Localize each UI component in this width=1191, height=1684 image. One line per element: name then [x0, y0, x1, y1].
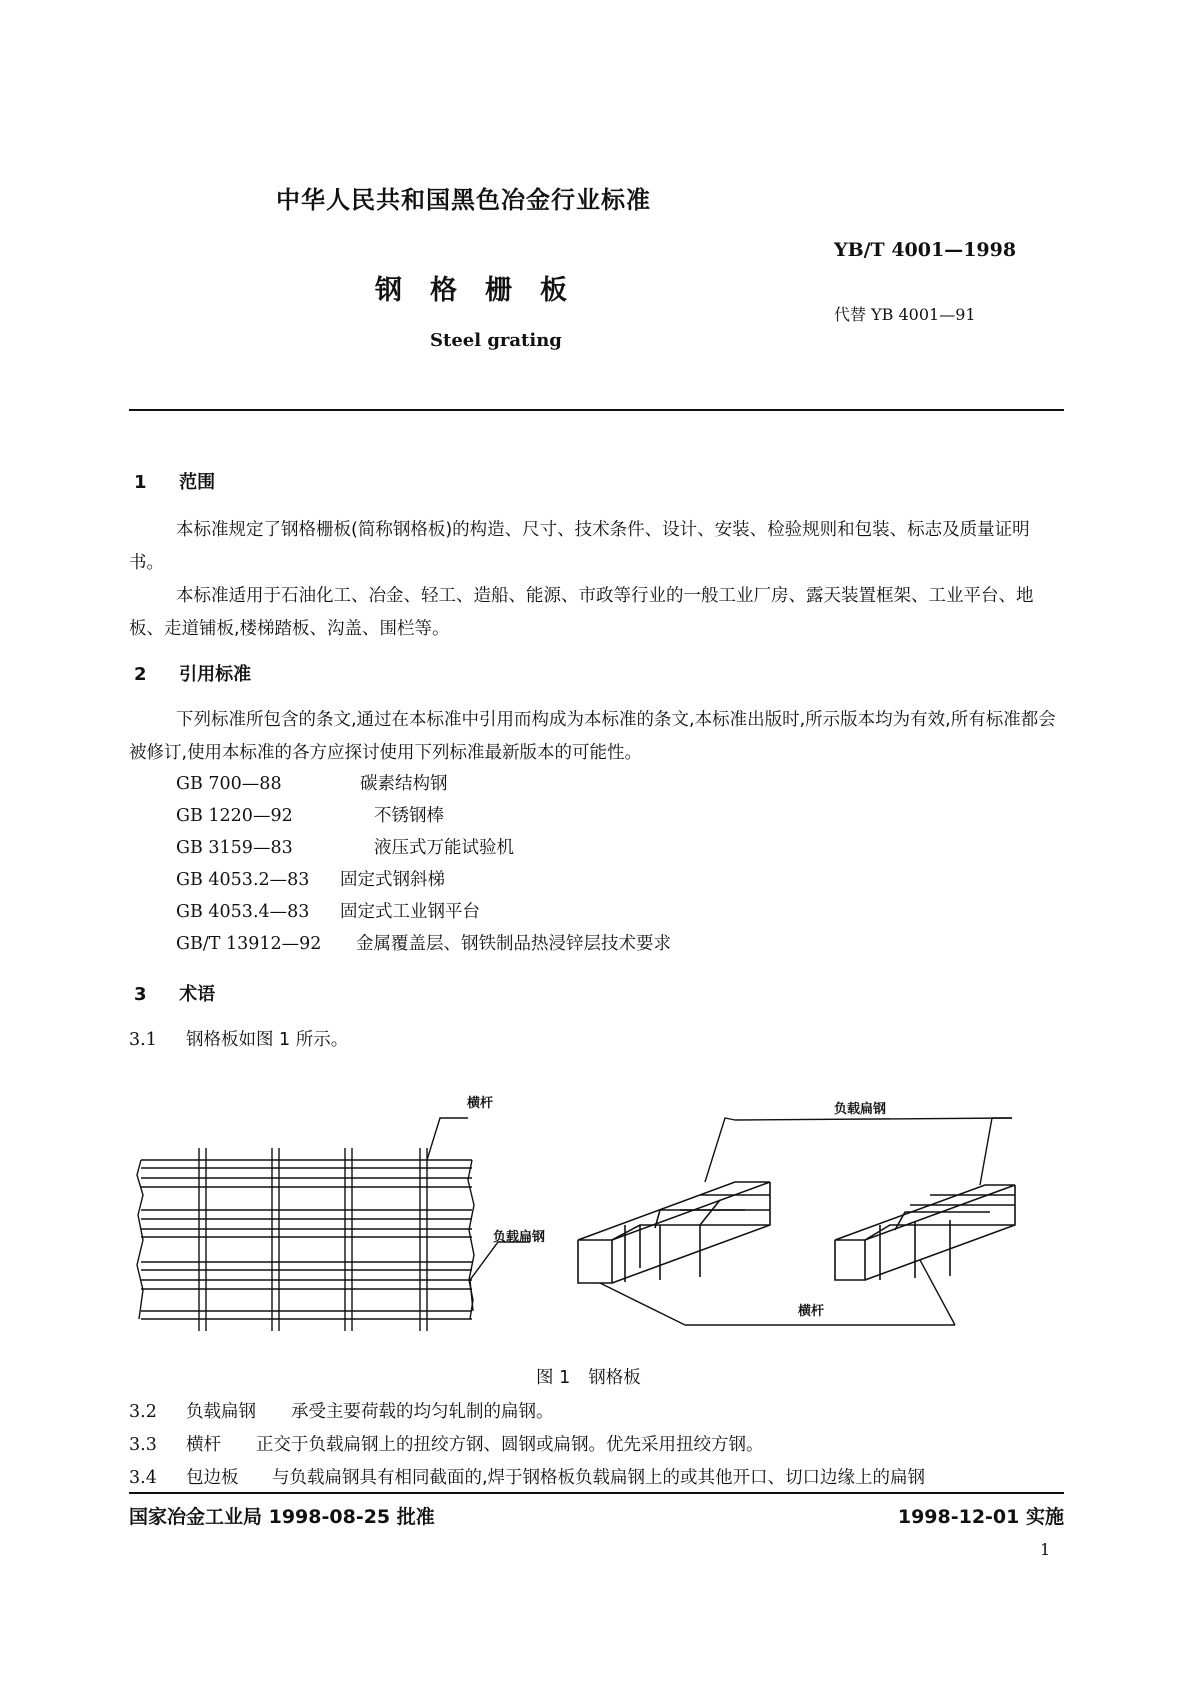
replaces-standard: 代替 YB 4001—91	[834, 305, 976, 324]
reference-name: 固定式钢斜梯	[340, 870, 445, 890]
term-3-1-text: 钢格板如图 1 所示。	[186, 1030, 349, 1050]
leader-bearing-right-b	[980, 1118, 1012, 1185]
reference-name: 金属覆盖层、钢铁制品热浸锌层技术要求	[356, 934, 671, 954]
reference-name: 不锈钢棒	[374, 806, 444, 826]
page-number: 1	[1040, 1540, 1051, 1559]
figure-label-bearing-left: 负载扁钢	[493, 1230, 546, 1245]
leader-crossbar-right-a	[600, 1283, 685, 1325]
reference-code: GB 3159—83	[176, 838, 293, 858]
effective-date: 1998-12-01 实施	[897, 1506, 1064, 1528]
figure-1-caption	[536, 1364, 641, 1389]
figure-label-crossbar-right: 横杆	[798, 1304, 825, 1319]
term-3-4-text: 与负载扁钢具有相同截面的,焊于钢格板负载扁钢上的或其他开口、切口边缘上的扁钢	[272, 1468, 926, 1488]
leader-bearing-right-top	[735, 1118, 1012, 1120]
issuing-body-title: 中华人民共和国黑色冶金行业标准	[276, 186, 651, 214]
leader-crossbar-left	[427, 1118, 468, 1160]
term-3-3	[129, 1431, 764, 1456]
term-3-1-number: 3.1	[129, 1030, 157, 1050]
term-3-2	[129, 1398, 554, 1423]
reference-name: 液压式万能试验机	[374, 838, 514, 858]
section-2-p1-text: 下列标准所包含的条文,通过在本标准中引用而构成为本标准的条文,本标准出版时,所示版本均为有效,所有标准都会被修订,使用本标准的各方应探讨使用下列标准最新版本的可能性。	[129, 710, 1056, 763]
footer-rule	[129, 1492, 1064, 1494]
term-3-4-term: 包边板	[186, 1468, 239, 1488]
plan-view-bearing-bars	[137, 1160, 474, 1319]
leader-bearing-right-a	[705, 1118, 735, 1182]
reference-code: GB 4053.4—83	[176, 902, 310, 922]
figure-caption-number: 图 1	[536, 1368, 571, 1388]
figure-label-crossbar-left: 横杆	[467, 1096, 494, 1111]
reference-code: GB 1220—92	[176, 806, 293, 826]
figure-caption-text: 钢格板	[588, 1368, 641, 1388]
section-3-number: 3	[134, 984, 147, 1005]
reference-code: GB 700—88	[176, 774, 282, 794]
reference-name: 碳素结构钢	[360, 774, 448, 794]
standard-number: YB/T 4001—1998	[834, 239, 1017, 261]
section-1-p1-text: 本标准规定了钢格栅板(简称钢格板)的构造、尺寸、技术条件、设计、安装、检验规则和包装、标志及质量证明书。	[129, 520, 1030, 573]
term-3-4	[129, 1464, 925, 1489]
approval-line: 国家冶金工业局 1998-08-25 批准	[129, 1506, 435, 1528]
english-title: Steel grating	[430, 330, 562, 351]
reference-name: 固定式工业钢平台	[340, 902, 480, 922]
iso-view-i-bar-grating	[835, 1185, 1015, 1280]
document-title: 钢格栅板	[375, 275, 595, 306]
term-3-3-number: 3.3	[129, 1435, 157, 1455]
section-1-p2-text: 本标准适用于石油化工、冶金、轻工、造船、能源、市政等行业的一般工业厂房、露天装置框架、工业平台、地板、走道铺板,楼梯踏板、沟盖、围栏等。	[129, 586, 1034, 639]
term-3-2-number: 3.2	[129, 1402, 157, 1422]
term-3-2-text: 承受主要荷载的均匀轧制的扁钢。	[291, 1402, 554, 1422]
iso-view-flat-bar-grating	[578, 1182, 770, 1283]
term-3-3-term: 横杆	[186, 1435, 221, 1455]
reference-code: GB/T 13912—92	[176, 934, 322, 954]
term-3-3-text: 正交于负载扁钢上的扭绞方钢、圆钢或扁钢。优先采用扭绞方钢。	[256, 1435, 764, 1455]
section-3-title: 术语	[179, 984, 216, 1005]
leader-bearing-left	[470, 1242, 530, 1311]
section-1-title: 范围	[179, 472, 216, 493]
section-1-number: 1	[134, 472, 147, 493]
term-3-4-number: 3.4	[129, 1468, 157, 1488]
plan-view-cross-bars	[199, 1148, 427, 1331]
reference-code: GB 4053.2—83	[176, 870, 310, 890]
figure-label-bearing-right: 负载扁钢	[834, 1102, 887, 1117]
section-2-number: 2	[134, 664, 147, 685]
section-2-title: 引用标准	[179, 664, 252, 685]
term-3-2-term: 负载扁钢	[186, 1402, 256, 1422]
